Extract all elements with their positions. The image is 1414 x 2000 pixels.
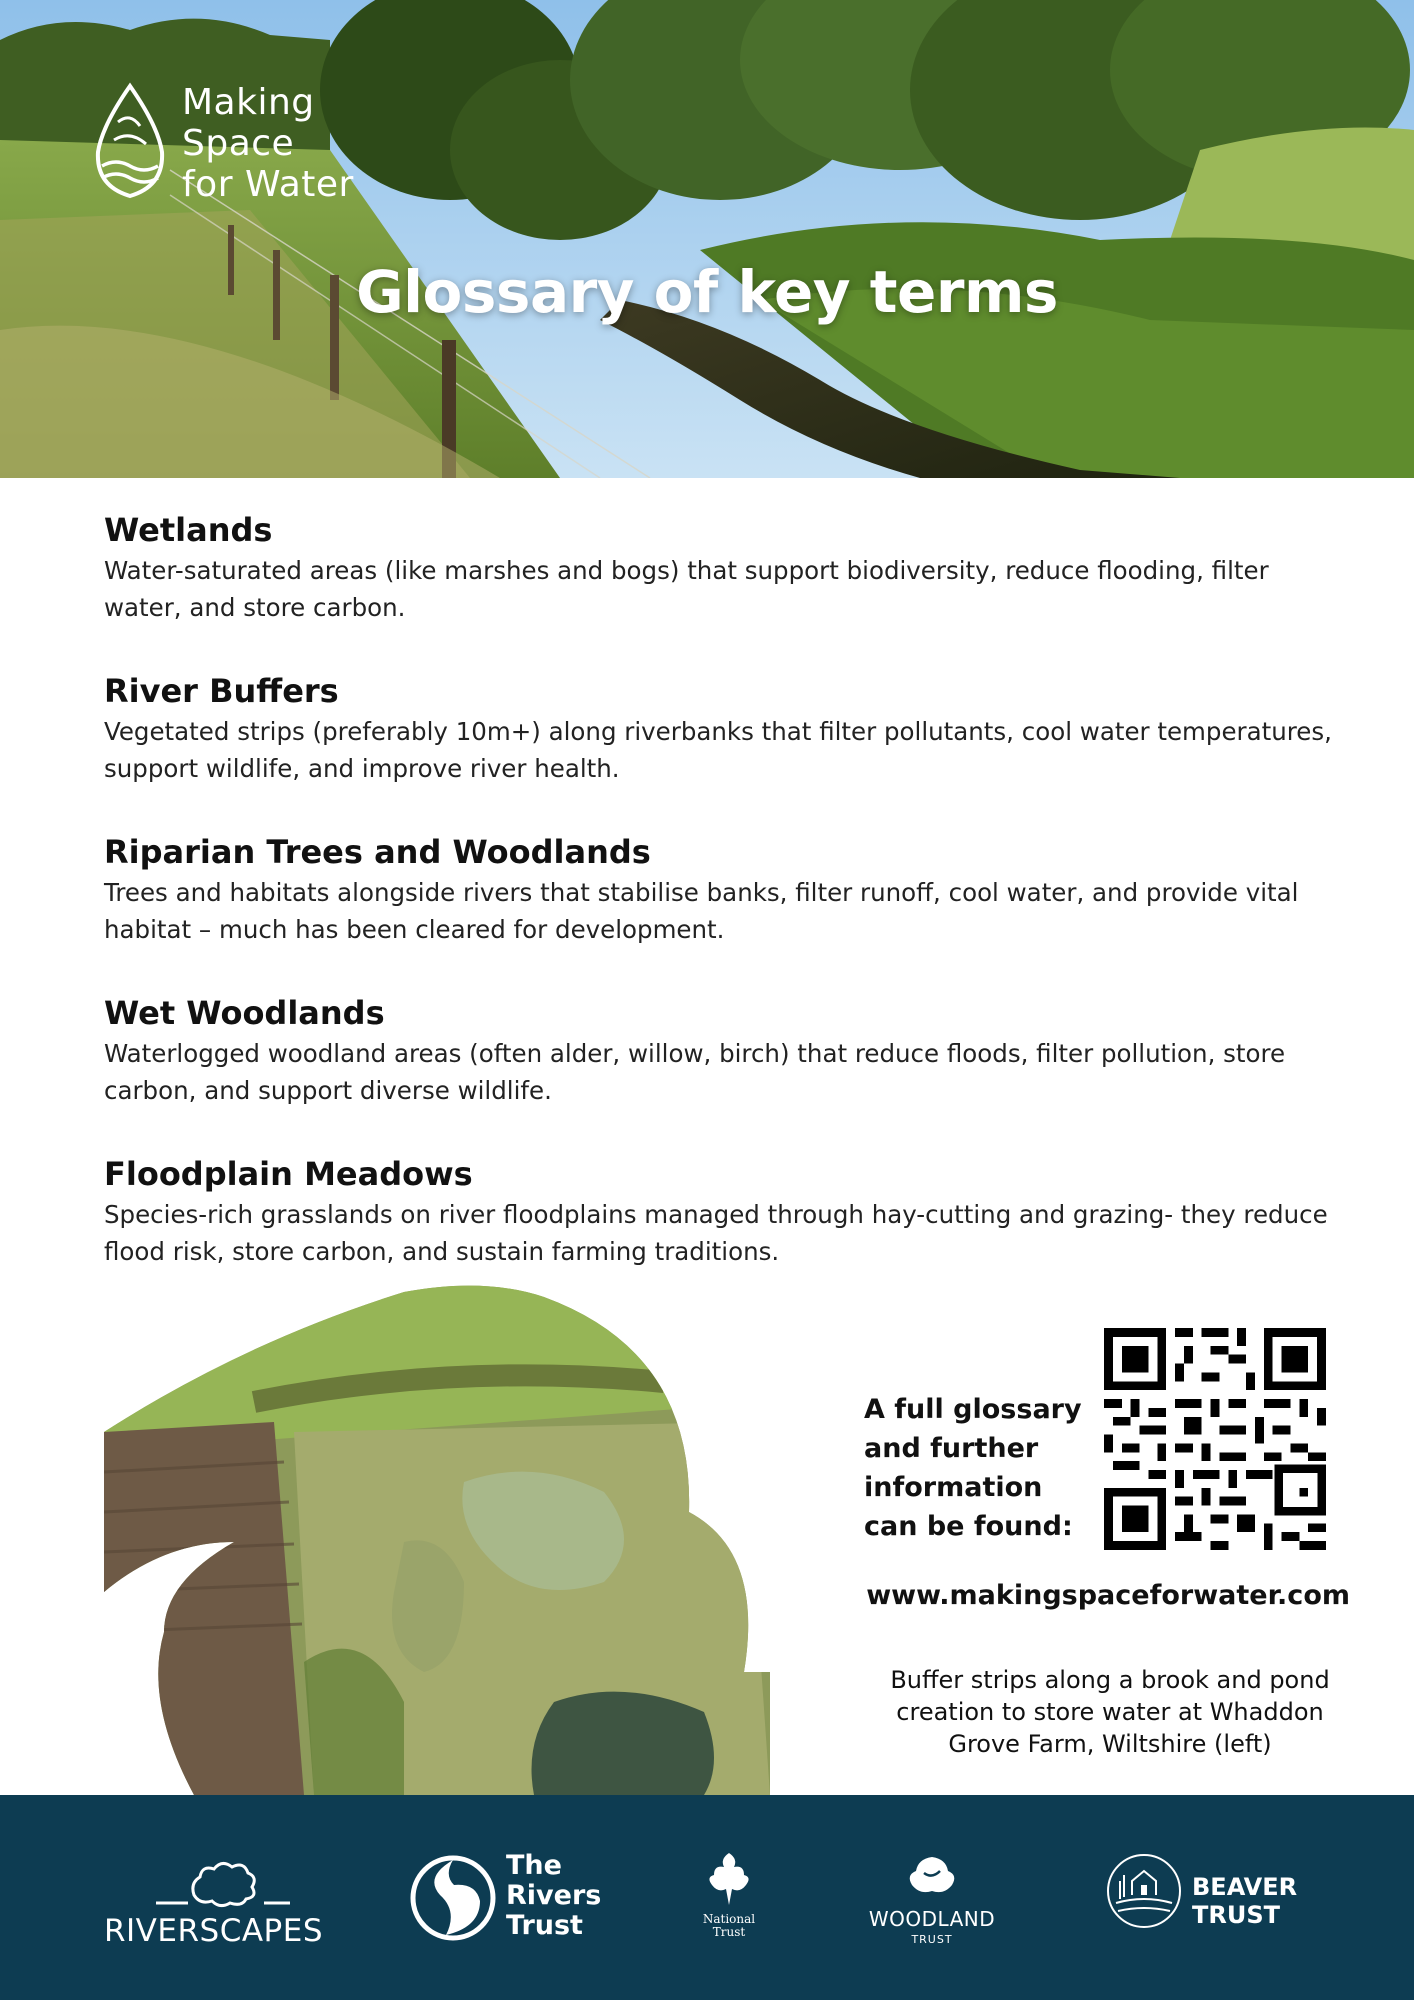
- logo-wordmark: [182, 82, 354, 205]
- partner-footer: [0, 1795, 1414, 2000]
- info-line: A full glossary: [864, 1394, 1082, 1425]
- partner-name-line: National: [702, 1912, 756, 1926]
- logo-line: for Water: [182, 164, 354, 205]
- beaver-lodge-icon: [1104, 1851, 1184, 1931]
- glossary-entry: [104, 993, 1344, 1109]
- oak-leaf-acorn-icon: [694, 1849, 764, 1909]
- glossary-definition: Vegetated strips (preferably 10m+) along riverbanks that filter pollutants, cool water temperatures, support wildlife, and improve river health.: [104, 717, 1332, 783]
- partner-name-line: The: [506, 1850, 562, 1881]
- info-line: information: [864, 1472, 1043, 1503]
- partner-name-line: Rivers: [506, 1880, 602, 1911]
- partner-name-line: Trust: [506, 1910, 583, 1941]
- glossary-list: [104, 510, 1344, 1315]
- glossary-definition: Species-rich grasslands on river floodplains managed through hay-cutting and grazing- they reduce flood risk, store carbon, and sustain farming traditions.: [104, 1200, 1328, 1266]
- glossary-definition: Trees and habitats alongside rivers that stabilise banks, filter runoff, cool water, and provide vital habitat – much has been cleared for development.: [104, 878, 1299, 944]
- woodland-trust-logo: [862, 1853, 1002, 1953]
- oak-leaf-icon: [104, 1855, 316, 1911]
- rivers-trust-logo: [408, 1850, 602, 1951]
- qr-code[interactable]: [1104, 1328, 1326, 1550]
- tree-leaves-icon: [862, 1853, 1002, 1903]
- partner-name-line: Trust: [712, 1925, 746, 1939]
- riverscapes-logo: [104, 1855, 324, 1955]
- caption-line: creation to store water at Whaddon: [896, 1698, 1324, 1726]
- glossary-entry: [104, 832, 1344, 948]
- beaver-trust-logo: [1104, 1851, 1314, 1951]
- partner-name: [506, 1851, 601, 1941]
- rivers-trust-swirl-icon: [410, 1855, 496, 1941]
- partner-name-line: BEAVER: [1192, 1873, 1298, 1901]
- logo-line: Making: [182, 82, 315, 123]
- logo-line: Space: [182, 123, 295, 164]
- glossary-term: Riparian Trees and Woodlands: [104, 833, 651, 871]
- hero-banner: [0, 0, 1414, 478]
- partner-name: [1192, 1873, 1297, 1929]
- partner-name: WOODLAND: [868, 1907, 996, 1931]
- partner-name: RIVERSCAPES: [104, 1913, 324, 1949]
- partner-subname: TRUST: [911, 1933, 953, 1946]
- glossary-term: Wet Woodlands: [104, 994, 385, 1032]
- photo-caption: [880, 1664, 1340, 1760]
- glossary-definition: Water-saturated areas (like marshes and bogs) that support biodiversity, reduce flooding, filter water, and store carbon.: [104, 556, 1269, 622]
- glossary-term: Floodplain Meadows: [104, 1155, 473, 1193]
- info-line: can be found:: [864, 1511, 1073, 1542]
- glossary-term: Wetlands: [104, 511, 273, 549]
- glossary-info-prompt: [864, 1390, 1104, 1546]
- info-line: and further: [864, 1433, 1039, 1464]
- caption-line: Grove Farm, Wiltshire (left): [948, 1730, 1272, 1758]
- making-space-for-water-logo: [88, 82, 354, 205]
- partner-name-line: TRUST: [1192, 1901, 1280, 1929]
- partner-name: [694, 1913, 764, 1939]
- website-link[interactable]: www.makingspaceforwater.com: [866, 1580, 1350, 1611]
- glossary-definition: Waterlogged woodland areas (often alder, willow, birch) that reduce floods, filter pollution, store carbon, and support diverse wildlife.: [104, 1039, 1286, 1105]
- hero-landscape-image: [0, 0, 1414, 478]
- caption-line: Buffer strips along a brook and pond: [890, 1666, 1330, 1694]
- national-trust-logo: [694, 1849, 764, 1949]
- glossary-term: River Buffers: [104, 672, 339, 710]
- heron-water-drop-icon: [88, 82, 172, 200]
- glossary-entry: [104, 1154, 1344, 1270]
- glossary-entry: [104, 671, 1344, 787]
- aerial-pond-photo: [104, 1282, 770, 1795]
- page-title: Glossary of key terms: [356, 258, 1058, 326]
- glossary-entry: [104, 510, 1344, 626]
